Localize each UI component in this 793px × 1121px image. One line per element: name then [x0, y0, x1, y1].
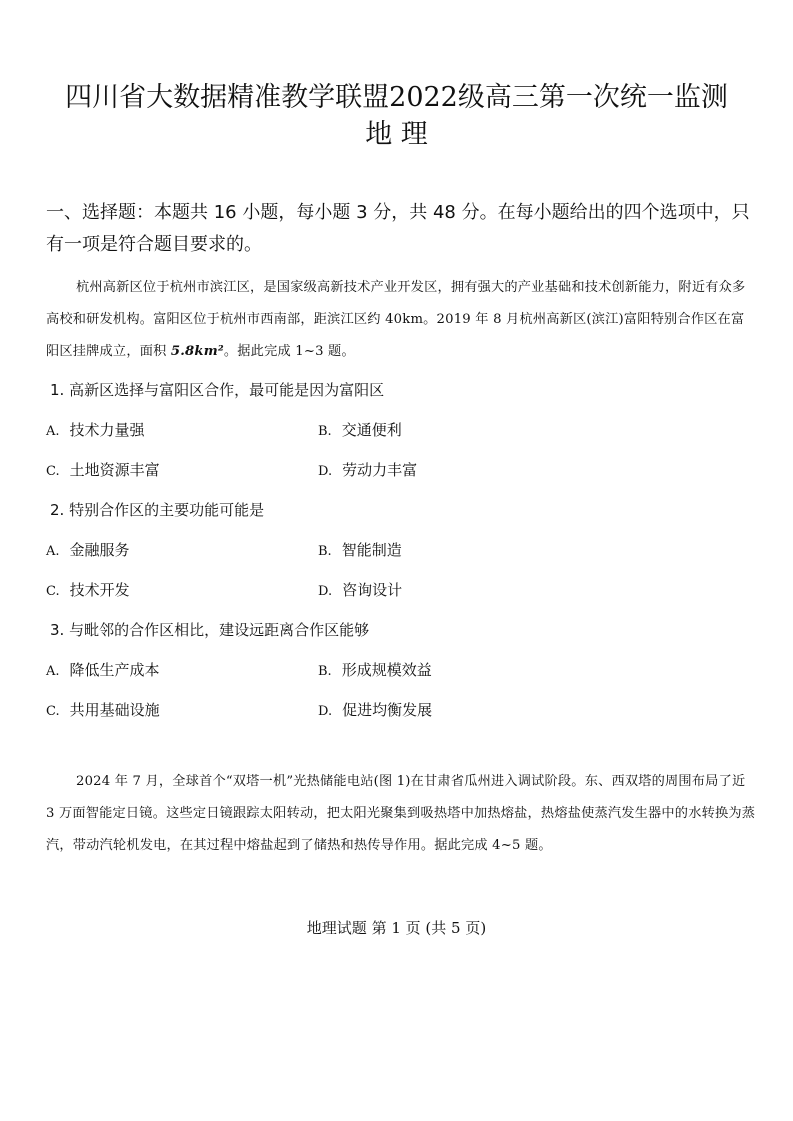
option-letter: B. — [318, 664, 332, 679]
option-text: 交通便利 — [341, 421, 402, 439]
option-text: 金融服务 — [69, 541, 130, 559]
reading-passage-1 — [46, 272, 756, 368]
option-text: 土地资源丰富 — [69, 461, 160, 479]
question-3-option-d — [318, 698, 432, 724]
question-2-option-b — [318, 538, 402, 564]
question-2-option-c — [46, 578, 130, 604]
section-heading: 一、选择题：本题共 16 小题，每小题 3 分，共 48 分。在每小题给出的四个选项中，只有一项是符合题目要求的。 — [46, 202, 750, 255]
option-letter: A. — [46, 424, 60, 439]
option-letter: D. — [318, 464, 333, 479]
option-letter: C. — [46, 704, 60, 719]
question-3-stem: 3. 与毗邻的合作区相比，建设远距离合作区能够 — [50, 621, 370, 639]
question-2-option-d — [318, 578, 402, 604]
passage-1-text: 杭州高新区位于杭州市滨江区，是国家级高新技术产业开发区，拥有强大的产业基础和技术创新能力，附近有众多高校和研发机构。富阳区位于杭州市西南部，距滨江区约 40km。2019 年 8 月杭州高新区(滨江)富阳特别合作区在富阳区挂牌成立，面积 — [46, 280, 746, 359]
question-1-option-a — [46, 418, 145, 444]
option-text: 降低生产成本 — [69, 661, 160, 679]
subject-title: 地 理 — [365, 119, 428, 150]
option-text: 形成规模效益 — [341, 661, 432, 679]
option-letter: D. — [318, 704, 333, 719]
option-text: 技术力量强 — [69, 421, 145, 439]
option-text: 劳动力丰富 — [342, 461, 418, 479]
passage-1-area: 5.8km² — [170, 344, 224, 359]
reading-passage-2: 2024 年 7 月，全球首个“双塔一机”光热储能电站(图 1)在甘肃省瓜州进入调试阶段。东、西双塔的周围布局了近 3 万面智能定日镜。这些定日镜跟踪太阳转动，把太阳光聚集到吸热塔中加热熔盐，热熔盐使蒸汽发生器中的水转换为蒸汽，带动汽轮机发电，在其过程中熔盐起到了储热和热传导作用。据此完成 4~5 题。 — [46, 774, 756, 853]
option-text: 智能制造 — [341, 541, 402, 559]
option-letter: B. — [318, 424, 332, 439]
question-3-option-b — [318, 658, 432, 684]
option-letter: B. — [318, 544, 332, 559]
question-1-option-d — [318, 458, 417, 484]
question-3-option-a — [46, 658, 160, 684]
question-2-option-a — [46, 538, 130, 564]
option-letter: C. — [46, 584, 60, 599]
option-text: 促进均衡发展 — [342, 701, 433, 719]
page-footer: 地理试题 第 1 页 (共 5 页) — [306, 919, 487, 937]
passage-1-text-end: 。据此完成 1~3 题。 — [223, 344, 355, 359]
option-text: 技术开发 — [69, 581, 130, 599]
option-letter: C. — [46, 464, 60, 479]
option-letter: A. — [46, 544, 60, 559]
option-text: 咨询设计 — [342, 581, 403, 599]
question-2-stem: 2. 特别合作区的主要功能可能是 — [50, 501, 265, 519]
option-letter: A. — [46, 664, 60, 679]
exam-title: 四川省大数据精准教学联盟2022级高三第一次统一监测 — [65, 82, 728, 113]
option-text: 共用基础设施 — [69, 701, 160, 719]
option-letter: D. — [318, 584, 333, 599]
question-1-option-b — [318, 418, 402, 444]
question-1-stem: 1. 高新区选择与富阳区合作，最可能是因为富阳区 — [50, 381, 385, 399]
question-1-option-c — [46, 458, 160, 484]
question-3-option-c — [46, 698, 160, 724]
